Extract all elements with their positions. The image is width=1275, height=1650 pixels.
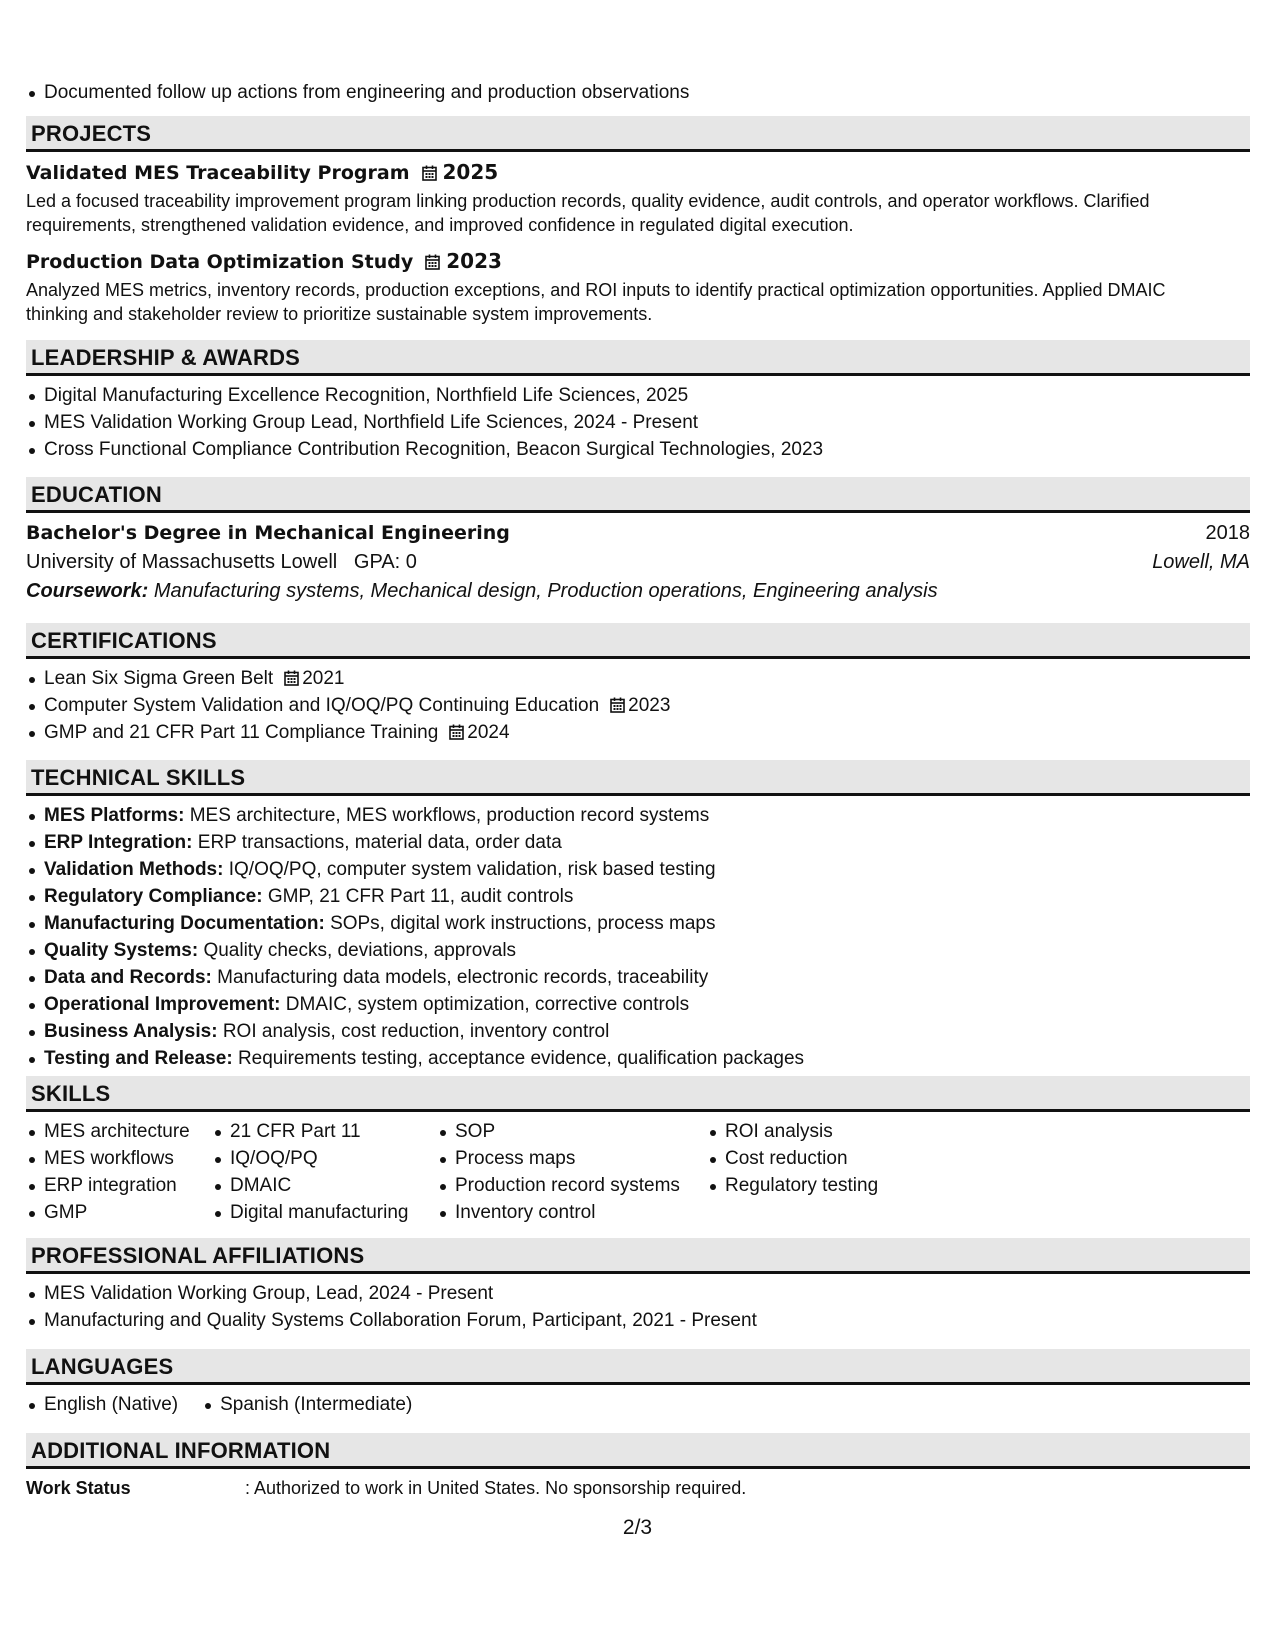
list-item [26,883,804,910]
project-title-line [26,248,1250,274]
list-item [26,910,804,937]
cert-name: Lean Six Sigma Green Belt [44,668,274,689]
section-heading-projects: PROJECTS [26,116,1250,152]
cert-name: Computer System Validation and IQ/OQ/PQ Continuing Education [44,695,600,716]
list-item: Regulatory testing [707,1172,907,1199]
skills-column [707,1118,907,1226]
list-item: GMP [26,1199,212,1226]
list-item: MES architecture [26,1118,212,1145]
project-title-line [26,159,1250,185]
calendar-icon [610,697,625,713]
list-item: Cross Functional Compliance Contribution Recognition, Beacon Surgical Technologies, 2023 [26,436,823,463]
certifications-list [26,665,670,746]
list-item: 21 CFR Part 11 [212,1118,437,1145]
school-info [26,548,417,577]
list-item: MES Validation Working Group, Lead, 2024 - Present [26,1280,757,1307]
list-item: Digital manufacturing [212,1199,437,1226]
skills-column [212,1118,437,1226]
project-description-line: Led a focused traceability improvement program linking production records, quality evidence, audit controls, and operator workflows. Clarified [26,191,1150,211]
section-heading-affiliations: PROFESSIONAL AFFILIATIONS [26,1238,1250,1274]
cert-year: 2023 [628,695,671,716]
list-item: Cost reduction [707,1145,907,1172]
list-item [26,692,670,719]
graduation-year: 2018 [1205,522,1250,544]
list-item [26,1045,804,1072]
skill-value: Requirements testing, acceptance evidence, qualification packages [237,1048,805,1069]
section-heading-certifications: CERTIFICATIONS [26,623,1250,659]
project-title: Production Data Optimization Study [26,251,414,273]
degree-name: Bachelor's Degree in Mechanical Engineering [26,522,510,544]
languages-list [26,1391,412,1418]
project-description-line: Analyzed MES metrics, inventory records, production exceptions, and ROI inputs to identify practical optimization opportunities. Applied DMAIC [26,280,1166,300]
list-item: Spanish (Intermediate) [202,1391,412,1418]
calendar-icon [284,670,299,686]
list-item [26,719,670,746]
leadership-list [26,382,823,463]
project-title: Validated MES Traceability Program [26,162,410,184]
list-item: Production record systems [437,1172,707,1199]
skill-value: ERP transactions, material data, order data [197,832,562,853]
project-year: 2025 [442,160,499,184]
list-item: Manufacturing and Quality Systems Collaboration Forum, Participant, 2021 - Present [26,1307,757,1334]
skill-value: GMP, 21 CFR Part 11, audit controls [267,886,574,907]
list-item [26,856,804,883]
list-item: DMAIC [212,1172,437,1199]
list-item: MES workflows [26,1145,212,1172]
section-heading-technical-skills: TECHNICAL SKILLS [26,760,1250,796]
project-description-line: thinking and stakeholder review to prioritize sustainable system improvements. [26,304,653,324]
skill-value: DMAIC, system optimization, corrective controls [285,994,690,1015]
cert-name: GMP and 21 CFR Part 11 Compliance Training [44,722,439,743]
skills-grid [26,1118,907,1226]
list-item: IQ/OQ/PQ [212,1145,437,1172]
skill-label: Regulatory Compliance: [44,886,263,907]
cert-year: 2024 [467,722,510,743]
project-year: 2023 [446,249,502,273]
coursework [26,577,1250,606]
list-item: English (Native) [26,1391,178,1418]
list-item [26,937,804,964]
list-item: Digital Manufacturing Excellence Recognition, Northfield Life Sciences, 2025 [26,382,823,409]
skill-label: Business Analysis: [44,1021,218,1042]
project-entry [26,248,1250,326]
list-item [26,802,804,829]
skill-value: ROI analysis, cost reduction, inventory control [222,1021,610,1042]
list-item [26,665,670,692]
skill-label: Validation Methods: [44,859,224,880]
section-heading-additional-information: ADDITIONAL INFORMATION [26,1433,1250,1469]
list-item [26,829,804,856]
list-item: Process maps [437,1145,707,1172]
skills-column [26,1118,212,1226]
section-heading-skills: SKILLS [26,1076,1250,1112]
list-item: Inventory control [437,1199,707,1226]
skill-label: ERP Integration: [44,832,193,853]
list-item [26,991,804,1018]
education-degree-row [26,519,1250,548]
section-heading-leadership: LEADERSHIP & AWARDS [26,340,1250,376]
project-description [26,278,1250,326]
project-description [26,189,1250,237]
education-school-row [26,548,1250,577]
coursework-list: Manufacturing systems, Mechanical design, Production operations, Engineering analysis [153,580,938,602]
education-entry [26,519,1250,606]
list-item: Documented follow up actions from engineering and production observations [26,79,689,106]
work-status-value: : Authorized to work in United States. No sponsorship required. [245,1478,747,1498]
work-status-label: Work Status [26,1478,131,1498]
coursework-label: Coursework: [26,580,149,602]
list-item: ROI analysis [707,1118,907,1145]
project-description-line: requirements, strengthened validation evidence, and improved confidence in regulated digital execution. [26,215,854,235]
affiliations-list [26,1280,757,1334]
calendar-icon [425,254,440,270]
university-name: University of Massachusetts Lowell [26,551,338,573]
skill-label: Quality Systems: [44,940,199,961]
list-item [26,964,804,991]
skill-value: MES architecture, MES workflows, production record systems [189,805,710,826]
cert-year: 2021 [302,668,345,689]
calendar-icon [422,165,437,181]
skill-label: Operational Improvement: [44,994,281,1015]
skill-value: Manufacturing data models, electronic records, traceability [217,967,709,988]
project-entry [26,159,1250,237]
school-location: Lowell, MA [1152,551,1250,573]
list-item: SOP [437,1118,707,1145]
experience-bullet-list [26,79,689,106]
skill-label: MES Platforms: [44,805,185,826]
skill-label: Data and Records: [44,967,212,988]
list-item: MES Validation Working Group Lead, Northfield Life Sciences, 2024 - Present [26,409,823,436]
skill-value: IQ/OQ/PQ, computer system validation, risk based testing [228,859,716,880]
skill-label: Testing and Release: [44,1048,233,1069]
gpa: GPA: 0 [353,551,417,573]
skill-value: SOPs, digital work instructions, process maps [330,913,716,934]
section-heading-education: EDUCATION [26,477,1250,513]
calendar-icon [449,724,464,740]
list-item: ERP integration [26,1172,212,1199]
technical-skills-list [26,802,804,1072]
list-item [26,1018,804,1045]
page-number: 2/3 [622,1516,653,1539]
work-status-row [26,1475,746,1501]
skill-value: Quality checks, deviations, approvals [203,940,517,961]
skills-column [437,1118,707,1226]
section-heading-languages: LANGUAGES [26,1349,1250,1385]
skill-label: Manufacturing Documentation: [44,913,325,934]
